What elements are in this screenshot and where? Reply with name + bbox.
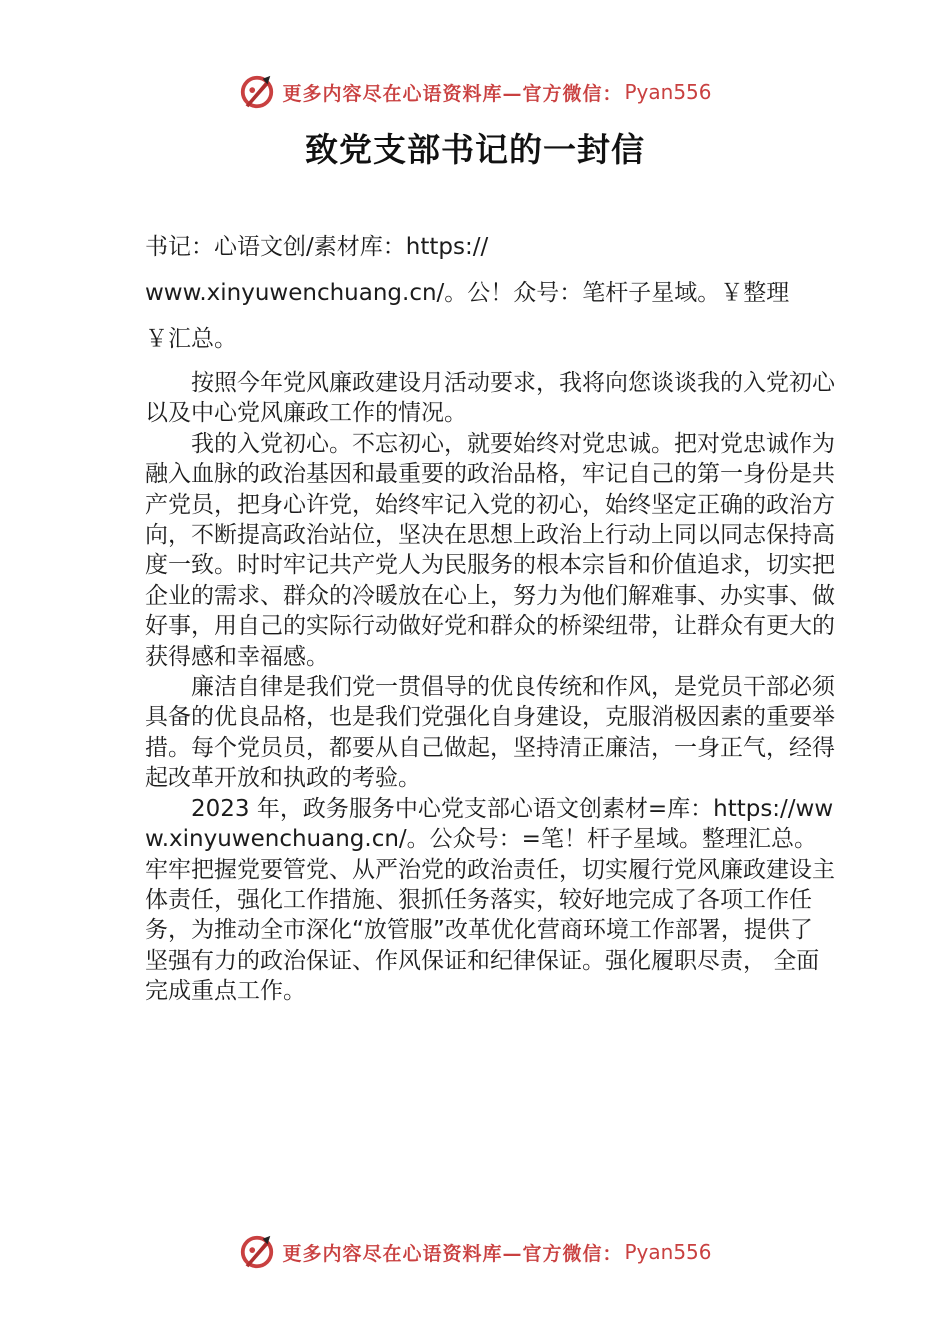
page-title: 致党支部书记的一封信 bbox=[305, 130, 645, 169]
paragraph-2: 我的入党初心。不忘初心，就要始终对党忠诚。把对党忠诚作为融入血脉的政治基因和最重要的政治品格，牢记自己的第一身份是共产党员，把身心许党，始终牢记入党的初心，始终坚定正确的政治方向，不断提高政治站位，坚决在思想上政治上行动上同以同志保持高度一致。时时牢记共产党人为民服务的根本宗旨和价值追求，切实把企业的需求、群众的冷暖放在心上，努力为他们解难事、办实事、做好事，用自己的实际行动做好党和群众的桥梁纽带，让群众有更大的获得感和幸福感。 bbox=[145, 430, 835, 670]
brand-logo-icon bbox=[238, 1233, 276, 1271]
paragraph-4: 2023 年，政务服务中心党支部心语文创素材=库：https://www.xinyuwenchuang.cn/。公众号：=笔！杆子星域。整理汇总。牢牢把握党要管党、从严治党的政治责任，切实履行党风廉政建设主体责任，强化工作措施、狠抓任务落实，较好地完成了各项工作任务，为推动全市深化“放管服”改革优化营商环境工作部署，提供了坚强有力的政治保证、作风保证和纪律保证。强化履职尽责， 全面完成重点工作。 bbox=[145, 795, 835, 1005]
footer-wechat-id: Pyan556 bbox=[624, 1240, 712, 1264]
header-line-1: 书记：心语文创/素材库：https:// bbox=[145, 234, 489, 260]
paragraph-3: 廉洁自律是我们党一贯倡导的优良传统和作风，是党员干部必须具备的优良品格，也是我们党强化自身建设，克服消极因素的重要举措。每个党员员，都要从自己做起，坚持清正廉洁，一身正气，经得起改革开放和执政的考验。 bbox=[145, 674, 835, 792]
paragraph-1: 按照今年党风廉政建设月活动要求，我将向您谈谈我的入党初心以及中心党风廉政工作的情况。 bbox=[145, 370, 835, 427]
header-banner bbox=[0, 72, 950, 112]
header-line-2: www.xinyuwenchuang.cn/。公！众号：笔杆子星域。￥整理 bbox=[145, 280, 790, 306]
brand-logo-icon bbox=[238, 73, 276, 111]
footer-banner bbox=[0, 1232, 950, 1272]
footer-slogan: 更多内容尽在心语资料库—官方微信： bbox=[282, 1242, 623, 1265]
header-line-3: ￥汇总。 bbox=[145, 326, 237, 352]
banner-wechat-id: Pyan556 bbox=[624, 80, 712, 104]
banner-slogan: 更多内容尽在心语资料库—官方微信： bbox=[282, 82, 623, 105]
letter-body bbox=[145, 224, 835, 1007]
